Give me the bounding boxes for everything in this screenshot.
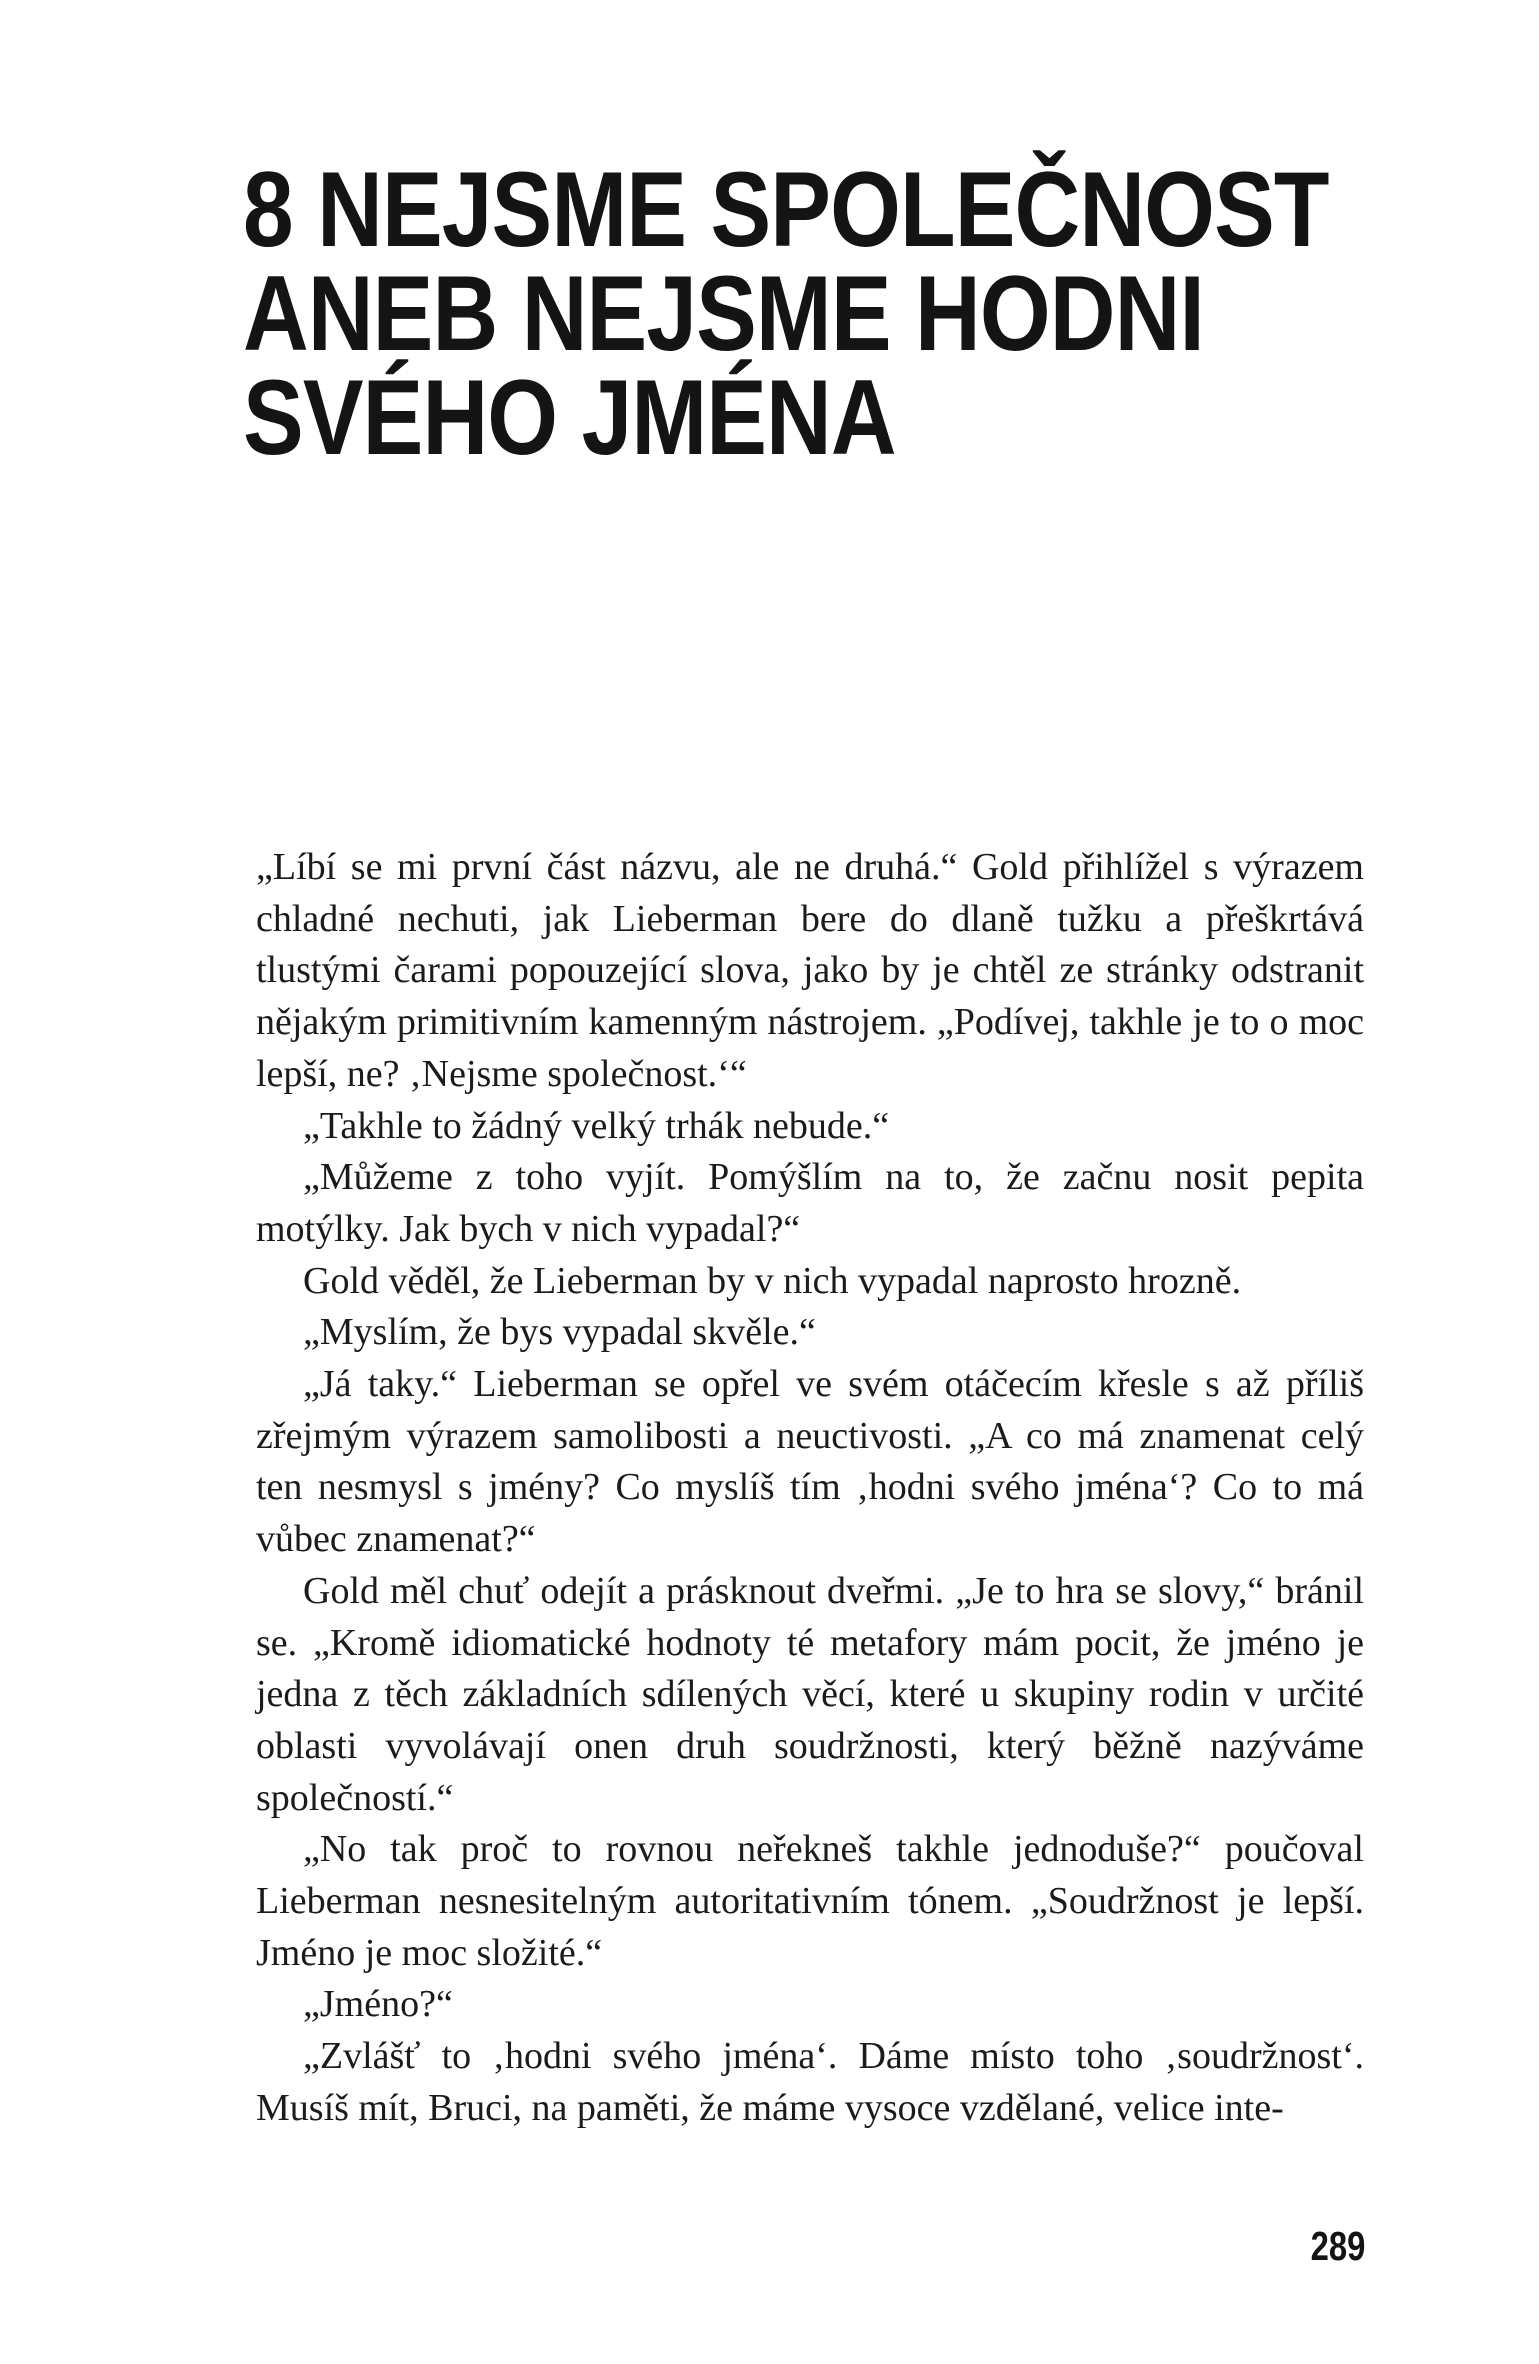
paragraph: „Zvlášť to ‚hodni svého jména‘. Dáme místo toho ‚soudržnost‘. Musíš mít, Bruci, na paměti, že máme vysoce vzdělané, velice inte- [256,2035,1364,2129]
paragraph: „Můžeme z toho vyjít. Pomýšlím na to, že začnu nosit pepita motýlky. Jak bych v nich vypadal?“ [256,1156,1364,1250]
paragraph: „No tak proč to rovnou neřekneš takhle jednoduše?“ poučoval Lieberman nesnesitelným autoritativním tónem. „Soudržnost je lepší. Jméno je moc složité.“ [256,1828,1364,1974]
body-text [256,842,1364,2135]
chapter-title-line-1: 8 NEJSME SPOLEČNOST [243,149,1329,269]
paragraph: „Líbí se mi první část názvu, ale ne druhá.“ Gold přihlížel s výrazem chladné nechuti, jak Lieberman bere do dlaně tužku a přeškrtává tlustými čarami popouzející slova, jako by je chtěl ze stránky odstranit nějakým primitivním kamenným nástrojem. „Podívej, takhle je to o moc lepší, ne? ‚Nejsme společnost.‘“ [256,846,1364,1095]
paragraph: „Já taky.“ Lieberman se opřel ve svém otáčecím křesle s až příliš zřejmým výrazem samolibosti a neuctivosti. „A co má znamenat celý ten nesmysl s jmény? Co myslíš tím ‚hodni svého jména‘? Co to má vůbec znamenat?“ [256,1363,1364,1561]
chapter-title-line-3: SVÉHO JMÉNA [243,357,896,477]
paragraph: „Jméno?“ [303,1983,453,2026]
chapter-title [243,149,1520,477]
paragraph: Gold měl chuť odejít a prásknout dveřmi. „Je to hra se slovy,“ bránil se. „Kromě idiomatické hodnoty té metafory mám pocit, že jméno je jedna z těch základních sdílených věcí, které u skupiny rodin v určité oblasti vyvolávají onen druh soudržnosti, který běžně nazýváme společností.“ [256,1569,1364,1819]
paragraph: „Takhle to žádný velký trhák nebude.“ [303,1104,890,1147]
paragraph: Gold věděl, že Lieberman by v nich vypadal naprosto hrozně. [303,1259,1242,1302]
paragraph: „Myslím, že bys vypadal skvěle.“ [303,1311,816,1354]
page-number: 289 [1310,2223,1365,2269]
chapter-title-line-2: ANEB NEJSME HODNI [243,253,1204,373]
